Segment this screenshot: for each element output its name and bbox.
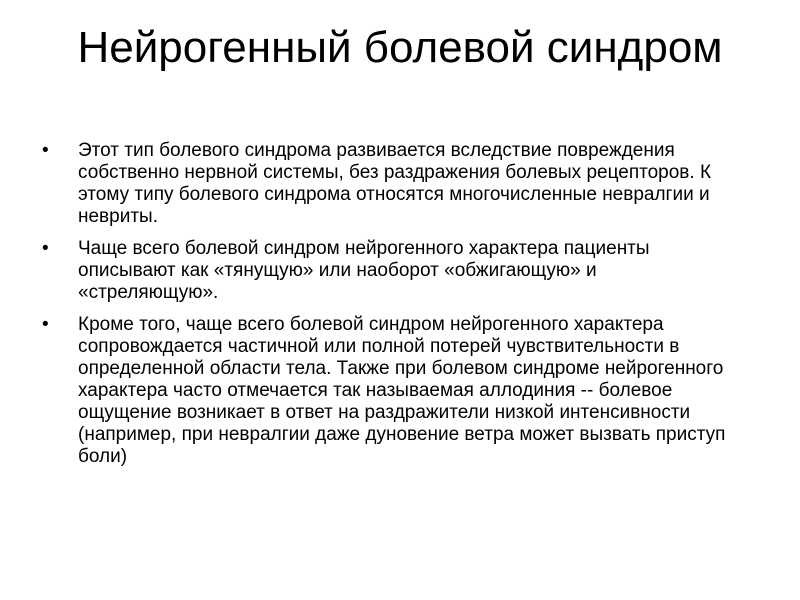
slide-title: Нейрогенный болевой синдром bbox=[77, 23, 723, 72]
bullet-text: Чаще всего болевой синдром нейрогенного характера пациенты описывают как «тянущую» или наоборот «обжигающую» и «стреляющую». bbox=[78, 238, 650, 303]
bullet-icon: • bbox=[42, 140, 49, 161]
bullet-item bbox=[42, 140, 742, 228]
bullet-item bbox=[42, 238, 742, 304]
bullet-list bbox=[42, 140, 742, 478]
bullet-icon: • bbox=[42, 238, 49, 259]
bullet-text: Кроме того, чаще всего болевой синдром нейрогенного характера сопровождается частичной или полной потерей чувствительности в определенной области тела. Также при болевом синдроме нейрогенного характера часто отмечается так называемая аллодиния -- болевое ощущение возникает в ответ на раздражители низкой интенсивности (например, при невралгии даже дуновение ветра может вызвать приступ боли) bbox=[78, 314, 726, 467]
bullet-text: Этот тип болевого синдрома развивается вследствие повреждения собственно нервной системы, без раздражения болевых рецепторов. К этому типу болевого синдрома относятся многочисленные невралгии и невриты. bbox=[78, 140, 712, 227]
bullet-item bbox=[42, 314, 742, 468]
bullet-icon: • bbox=[42, 314, 49, 335]
